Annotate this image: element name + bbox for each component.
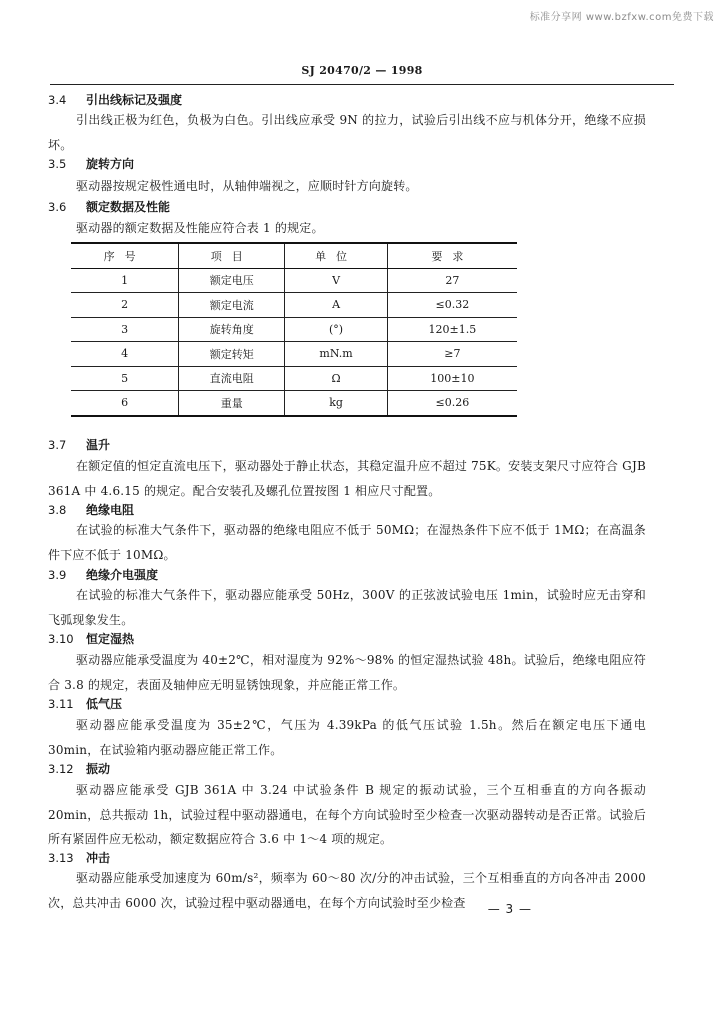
header-cell-seq: 序号 (71, 243, 179, 268)
paragraph-3-4: 引出线正极为红色，负极为白色。引出线应承受 9N 的拉力，试验后引出线不应与机体分开，绝缘不应损坏。 (48, 113, 646, 152)
table-row (71, 268, 517, 293)
cell: 2 (71, 293, 179, 318)
cell: V (285, 268, 387, 293)
header-cell-item: 项目 (179, 243, 285, 268)
header-cell-requirement: 要求 (387, 243, 517, 268)
paragraph-3-5: 驱动器按规定极性通电时，从轴伸端视之，应顺时针方向旋转。 (76, 179, 418, 193)
section-heading-3-6: 3.6 额定数据及性能 (48, 200, 171, 214)
cell: (°) (285, 317, 387, 342)
table-row (71, 342, 517, 367)
cell: ≥7 (387, 342, 517, 367)
paragraph-3-8: 在试验的标准大气条件下，驱动器的绝缘电阻应不低于 50MΩ；在湿热条件下应不低于 1MΩ；在高温条件下应不低于 10MΩ。 (48, 523, 646, 562)
page-header: SJ 20470/2 — 1998 (301, 64, 423, 77)
cell: A (285, 293, 387, 318)
cell: 1 (71, 268, 179, 293)
cell: 额定电流 (179, 293, 285, 318)
paragraph-3-6: 驱动器的额定数据及性能应符合表 1 的规定。 (76, 221, 324, 235)
section-heading-3-11: 3.11 低气压 (48, 697, 123, 711)
cell: 额定电压 (179, 268, 285, 293)
table-row (71, 391, 517, 416)
cell: 120±1.5 (387, 317, 517, 342)
cell: 6 (71, 391, 179, 416)
cell: 100±10 (387, 366, 517, 391)
header-divider (50, 84, 674, 85)
cell: 27 (387, 268, 517, 293)
cell: 直流电阻 (179, 366, 285, 391)
section-heading-3-8: 3.8 绝缘电阻 (48, 503, 135, 517)
watermark: 标准分享网 www.bzfxw.com免费下载 (529, 12, 714, 23)
paragraph-3-9: 在试验的标准大气条件下，驱动器应能承受 50Hz，300V 的正弦波试验电压 1min，试验时应无击穿和飞弧现象发生。 (48, 588, 646, 627)
table-row (71, 366, 517, 391)
paragraph-3-10: 驱动器应能承受温度为 40±2℃，相对湿度为 92%～98% 的恒定湿热试验 48h。试验后，绝缘电阻应符合 3.8 的规定，表面及轴伸应无明显锈蚀现象，并应能正常工作。 (48, 653, 646, 692)
section-heading-3-10: 3.10 恒定湿热 (48, 632, 135, 646)
section-heading-3-4: 3.4 引出线标记及强度 (48, 93, 183, 107)
paragraph-3-12: 驱动器应能承受 GJB 361A 中 3.24 中试验条件 B 规定的振动试验，三个互相垂直的方向各振动 20min，总共振动 1h，试验过程中驱动器通电，在每个方向试验时至少检查一次驱动器转动是否正常。试验后所有紧固件应无松动，额定数据应符合 3.6 中 1～4 项的规定。 (48, 783, 646, 846)
section-heading-3-5: 3.5 旋转方向 (48, 157, 135, 171)
cell: 重量 (179, 391, 285, 416)
cell: 5 (71, 366, 179, 391)
cell: ≤0.32 (387, 293, 517, 318)
section-heading-3-9: 3.9 绝缘介电强度 (48, 568, 159, 582)
cell: kg (285, 391, 387, 416)
rated-data-table (71, 242, 517, 417)
cell: 旋转角度 (179, 317, 285, 342)
paragraph-3-11: 驱动器应能承受温度为 35±2℃，气压为 4.39kPa 的低气压试验 1.5h。然后在额定电压下通电 30min，在试验箱内驱动器应能正常工作。 (48, 718, 646, 757)
table-header-row (71, 243, 517, 268)
cell: 额定转矩 (179, 342, 285, 367)
section-heading-3-13: 3.13 冲击 (48, 851, 111, 865)
cell: ≤0.26 (387, 391, 517, 416)
page-number: — 3 — (487, 902, 532, 916)
section-heading-3-7: 3.7 温升 (48, 438, 111, 452)
table-row (71, 317, 517, 342)
cell: Ω (285, 366, 387, 391)
cell: mN.m (285, 342, 387, 367)
cell: 4 (71, 342, 179, 367)
paragraph-3-7: 在额定值的恒定直流电压下，驱动器处于静止状态，其稳定温升应不超过 75K。安装支架尺寸应符合 GJB 361A 中 4.6.15 的规定。配合安装孔及螺孔位置按图 1 相应尺寸配置。 (48, 459, 646, 498)
cell: 3 (71, 317, 179, 342)
section-heading-3-12: 3.12 振动 (48, 762, 111, 776)
header-cell-unit: 单位 (285, 243, 387, 268)
paragraph-3-13: 驱动器应能承受加速度为 60m/s²，频率为 60～80 次/分的冲击试验，三个互相垂直的方向各冲击 2000 次，总共冲击 6000 次，试验过程中驱动器通电，在每个方向试验时至少检查 (48, 871, 646, 910)
table-row (71, 293, 517, 318)
